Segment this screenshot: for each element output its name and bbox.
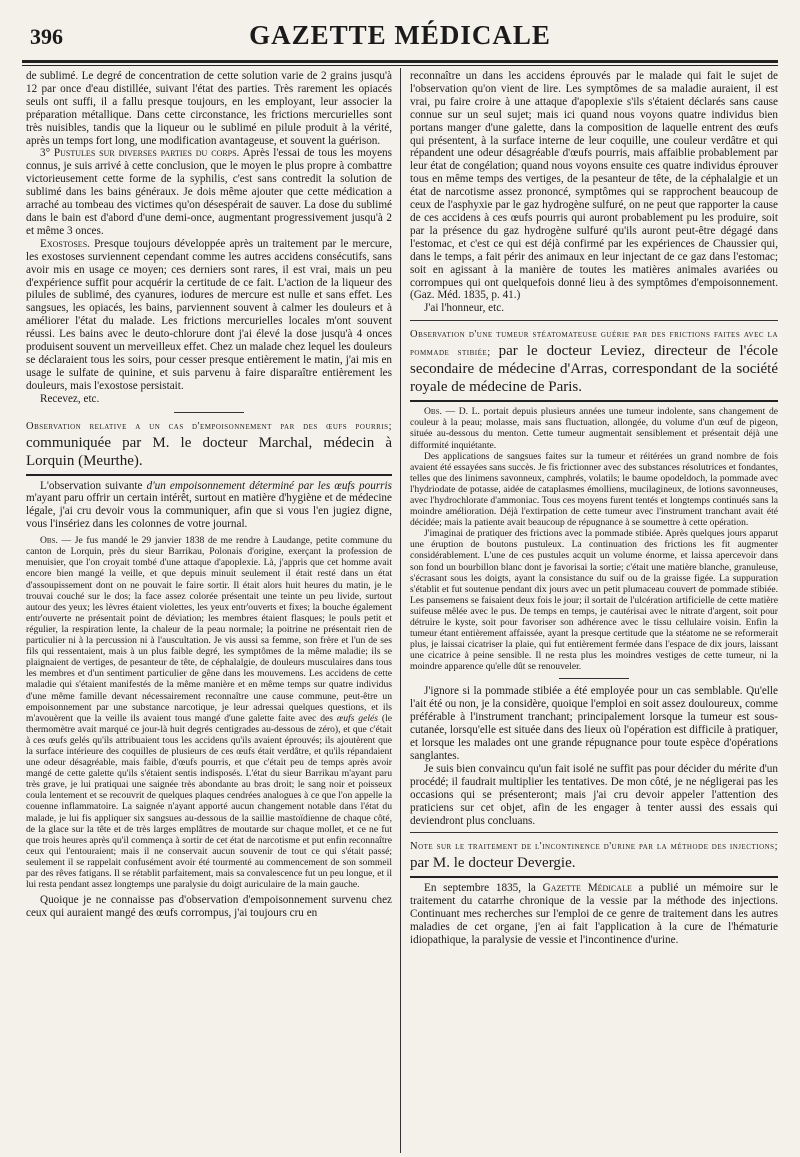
emphasis: œufs gelés — [336, 712, 379, 724]
article-heading — [410, 327, 778, 396]
journal-title: GAZETTE MÉDICALE — [249, 20, 551, 50]
paragraph: Des applications de sangsues faites sur la tumeur et réitérées un grand nombre de fois avaient été essayées sans succès. Je fis frictionner avec des substances résolutrices et fondantes, telles que des linimens savonneux, camphrés, volatils; le baume opodeldoch, la pommade avec l'hydriodate de potasse, aidée de cataplasmes émolliens, mucilagineux, de lotions savonneuses, avec l'hydrochlorate d'ammoniac. Tous ces moyens furent tentés et longtemps continués sans la moindre amélioration. Déjà l'extirpation de cette tumeur avec l'instrument tranchant avait été décidée; mais la patiente avait beaucoup de répugnance à se soumettre à cette opération. — [410, 450, 778, 529]
heading-rule — [410, 400, 778, 402]
closing: Recevez, etc. — [40, 392, 100, 405]
heading-rest: communiquée par M. le docteur Marchal, médecin à Lorquin (Meurthe). — [26, 434, 392, 469]
heading-rest: par le docteur Leviez, directeur de l'école secondaire de médecine d'Arras, correspondant de la société royale de médecine de Paris. — [410, 343, 778, 396]
journal-name: Gazette Médicale — [542, 882, 632, 895]
observation — [410, 406, 778, 450]
paragraph: J'imaginai de pratiquer des frictions avec la pommade stibiée. Après quelques jours apparut une éruption de boutons pustuleux. La continuation des frictions les fit augmenter considérablement. L'une de ces pustules acquit un volume énorme, et laissa apercevoir dans son fond un bourbillon blanc dont je favorisai la sortie; c'était une matière blanche, granuleuse, s'écrasant sous les doigts, ayant la consistance du suif ou de la graisse figée. La suppuration s'établit et fut soutenue pendant dix jours avec un petit plumaceau couvert de pommade stibiée. Les pansemens se faisaient deux fois le jour; il sortait de l'ulcération artificielle de cette matière suifeuse mêlée avec le pus. De temps en temps, je cautérisai avec le nitrate d'argent, soit pour détruire le kyste, soit pour favoriser son adhérence avec le tissu cellulaire voisin. Enfin la tumeur étant entièrement affaissée, ayant la presque certitude que la stéatome ne se reformerait plus, je laissai cicatriser la plaie, qui fut entièrement fermée dans l'espace de dix jours, laissant une cicatrice à peine sensible. Il ne resta plus les moindres vestiges de cette tumeur, ni la moindre apparence qu'elle dût se renouveler. — [410, 528, 778, 673]
paragraph-text: m'ayant paru offrir un certain intérêt, surtout en matière d'hygiène et de médecine légale, j'ai cru devoir vous la communiquer, afin que si vous l'en jugiez digne, vous l'insériez dans les colonnes de votre journal. — [26, 492, 392, 531]
column-divider — [400, 68, 401, 1153]
heading-caps: Observation d'une tumeur stéatomateuse guérie par des frictions faites avec la pommade stibiée; — [410, 329, 778, 359]
heading-caps: Observation relative a un cas d'empoisonnement par des œufs pourris; — [26, 420, 392, 432]
paragraph — [26, 480, 392, 532]
page-number: 396 — [30, 24, 63, 49]
paragraph — [410, 882, 778, 947]
emphasis: d'un empoisonnement déterminé par les œufs pourris — [146, 479, 392, 492]
paragraph — [26, 238, 392, 393]
heading-rule — [410, 876, 778, 878]
paragraph: reconnaître un dans les accidens éprouvés par le malade qui fait le sujet de l'observation qu'on vient de lire. Les symptômes de sa maladie auraient, il est vrai, pu faire croire à une attaque d'apoplexie s'ils s'étaient déclarés sans cause connue sur un seul sujet; mais ici quand nous voyons quatre individus bien portans manger d'une galette, dans la composition de laquelle entrent des œufs qui présentent, à la surface interne de leur coquille, une couleur verdâtre et qui répandent une odeur désagréable d'œufs pourris, mais affaiblie probablement par leur état de congélation; quand nous voyons ensuite ces quatre individus éprouver tous en même temps des vertiges, de la pesanteur de tête, de la céphalalgie et un état de narcotisme assez prononcé, symptômes qui se rapprochent beaucoup de ceux de l'asphyxie par le gaz hydrogène sulfuré, on ne peut que rapporter la cause de ces accidens à ces œufs pourris qui auront probablement pu les produire, soit par la présence du gaz hydrogène sulfuré qu'ils auront peut-être dégagé dans l'estomac, et c'est ce qui est déjà confirmé par les expériences de Chaussier qui, dans le temps, a fait périr des animaux en leur injectant de ce gaz dans l'estomac; soit en agissant à la manière de toutes les matières animales avariées ou corrompues qui ont quelquefois donné lieu à des symptômes d'empoisonnement. (Gaz. Méd. 1835, p. 41.) — [410, 70, 778, 302]
paragraph-text: (le thermomètre avait marqué ce jour-là huit degrés centigrades au-dessous de zéro), et que c'était à ces œufs gelés qu'ils attribuaient tous les accidens qu'ils avaient éprouvés; ils ajoutèrent que la surface intérieure des coquilles de plusieurs de ces œufs était verdâtre, et qu'ils répandaient une odeur désagréable, mais faible, d'œufs pourris, et que c'était peu de temps après avoir mangé de cette galette qu'ils s'étaient sentis indisposés. L'état du sieur Barrikau m'ayant paru très grave, je lui pratiquai une saignée très abondante au bras droit; le sang noir et poisseux coula lentement et se recouvrit de quelques plaques cendrées analogues à ce que l'on appelle la couenne inflammatoire. La saignée n'ayant apporté aucun changement notable dans l'état du malade, je lui fis appliquer six sangsues au-dessous de la saillie mastoïdienne de chaque côté, de la glace sur la tête et de très larges emplâtres de moutarde sur chaque mollet, et ce ne fut que trois heures après qu'il commença à sortir de cet état de narcotisme et put enfin reconnaître ceux qui l'entouraient; mais il ne conservait aucun souvenir de tout ce qui s'était passé; seulement il se rappelait confusément avoir été tourmenté au commencement de son sommeil par des rêves fatigans. Il se rétablit parfaitement, mais sa convalescence fut un peu longue, et il lui resta pendant assez longtemps une paralysie du doigt auriculaire de la main gauche. — [26, 712, 392, 891]
paragraph-text: L'observation suivante — [40, 479, 143, 492]
paragraph: de sublimé. Le degré de concentration de cette solution varie de 2 grains jusqu'à 12 par once d'eau distillée, suivant l'état des parties. Très rarement les opiacés seuls ont suffi, il a fallu presque toujours, en les employant, leur associer la préparation métallique. Dans cette circonstance, les frictions mercurielles sont très nuisibles, tandis que la liqueur ou le sublimé en pilule produit à la vérité, après un temps fort long, une modification avantageuse, et souvent la guérison. — [26, 70, 392, 147]
paragraph-text: En septembre 1835, la — [424, 882, 536, 895]
page-header — [22, 18, 778, 58]
article-heading — [26, 419, 392, 470]
heading-rest: par M. le docteur Devergie. — [410, 855, 576, 872]
separator — [559, 678, 629, 679]
separator — [410, 832, 778, 833]
right-column — [410, 70, 778, 1150]
closing: J'ai l'honneur, etc. — [424, 302, 505, 315]
paragraph-text: Après l'essai de tous les moyens connus, je suis arrivé à cette conclusion, que le moyen le plus propre à combattre victorieusement cette forme de la syphilis, c'est sans contredit la solution de sublimé dans les bains généraux. Je dois même ajouter que cette médication a arraché au tombeau des victimes qu'on désespérait de sauver. La dose du sublimé dans le bain est d'abord d'une demi-once, augmentant progressivement jusqu'à 2 et même 3 onces. — [26, 147, 392, 237]
heading-caps: Note sur le traitement de l'incontinence d'urine par la méthode des injections; — [410, 841, 778, 853]
obs-lead: Obs. — — [424, 406, 456, 418]
section-lead: 3° Pustules sur diverses parties du corps. — [40, 147, 240, 160]
header-rule-thin — [22, 65, 778, 66]
paragraph-text: Je fus mandé le 29 janvier 1838 de me rendre à Laudange, petite commune du canton de Lorquin, près du sieur Barrikau, Polonais d'origine, exerçant la profession de menuisier, que l'on croyait tombé d'une attaque d'apoplexie. Là, j'appris que cet homme avait encore bien mangé la veille, et que depuis minuit seulement il était resté dans un état d'assoupissement dont on ne pouvait le faire sortir. Il était alors huit heures du matin, je le trouvai couché sur le dos; la face assez colorée présentait une teinte un peu livide, surtout autour des yeux; les lèvres étaient violettes, les yeux entr'ouverts et fixes; la bouche également entr'ouverte ne présentait point de déviation; les membres étaient flasques; le pouls petit et régulier, la respiration lente, la chaleur de la peau normale; la poitrine ne présentait rien de particulier ni à la percussion ni à l'auscultation. Je vis aussi sa femme, son frère et l'un de ses fils qui ressentaient, mais à un plus faible degré, les symptômes de la même maladie; ils se plaignaient de vertiges, de pesanteur de tête, de céphalalgie, de douleurs musculaires dans tous les membres et d'un sentiment particulier de gêne dans les mouvemens. Les accidens de cette maladie qui s'étaient manifestés de la même manière et en même temps sur quatre individus d'une même famille devant nécessairement reconnaître une cause commune, peut-être un empoisonnement par une substance narcotique, je leur adressai quelques questions, et ils m'avouèrent que la veille ils avaient tous mangé d'une galette faite avec des — [26, 535, 392, 724]
separator — [410, 320, 778, 321]
section-lead: Exostoses. — [40, 237, 90, 250]
paragraph: Je suis bien convaincu qu'un fait isolé ne suffit pas pour décider du mérite d'un procédé; il faudrait multiplier les tentatives. De mon côté, je ne négligerai pas les occasions qui se présenteront; mais j'ai cru devoir appeler l'attention des praticiens sur cet objet, afin de les engager à tenter aussi des essais qui deviendront plus concluans. — [410, 762, 778, 827]
separator — [174, 412, 244, 413]
article-heading — [410, 839, 778, 872]
left-column — [26, 70, 392, 1150]
obs-lead: Obs. — — [40, 535, 72, 547]
header-rule — [22, 60, 778, 63]
paragraph — [26, 147, 392, 237]
paragraph: J'ignore si la pommade stibiée a été employée pour un cas semblable. Qu'elle l'ait été ou non, je la considère, quoique l'emploi en soit assez douloureux, comme préférable à l'instrument tranchant; principalement lorsque la tumeur est sous-cutanée, lorsqu'elle est située dans des lieux où l'opération est difficile à pratiquer, et lorsque les malades ont une grande répugnance pour toute espèce d'opérations sanglantes. — [410, 685, 778, 762]
observation — [26, 535, 392, 890]
heading-rule — [26, 474, 392, 476]
paragraph-text: D. L. portait depuis plusieurs années une tumeur indolente, sans changement de couleur à la peau; molasse, mais sans fluctuation, allongée, du volume d'un œuf de pigeon, située au-dessous du menton. Cette tumeur augmentait sensiblement et présentait déjà une difformité inquiétante. — [410, 406, 778, 451]
paragraph-text: a publié un mémoire sur le traitement du catarrhe chronique de la vessie par la méthode des injections. Continuant mes recherches sur l'emploi de ce genre de traitement dans les autres maladies de cet organe, j'en ai fait l'application à la cure de l'hématurie idiopathique, la paralysie de vessie et l'incontinence d'urine. — [410, 882, 778, 947]
paragraph-text: Presque toujours développée après un traitement par le mercure, les exostoses surviennent cependant comme les autres accidens consécutifs, sans avoir mis en usage ce moyen; ces derniers sont rares, il est vrai, mais un peu d'expérience suffit pour acquérir la certitude de ce fait. L'action de la liqueur des pilules de sublimé, des cyanures, iodures de mercure est nulle et sans effet. Les sangsues, les opiacés, les bains, parviennent souvent à calmer les douleurs et à améliorer l'état du malade. Les frictions mercurielles locales m'ont souvent réussi. Les bains avec le deuto-chlorure dont j'ai élevé la dose jusqu'à 4 onces produisent souvent un merveilleux effet. Chez un malade chez lequel les douleurs se déclaraient tous les soirs, pour cesser presque entièrement le matin, j'ai mis en usage le sulfate de quinine, et suis parvenu à faire disparaître entièrement les douleurs, mais l'exostose persistait. — [26, 237, 392, 392]
paragraph: Quoique je ne connaisse pas d'observation d'empoisonnement survenu chez ceux qui auraient mangé des œufs corrompus, j'ai toujours cru en — [26, 894, 392, 920]
